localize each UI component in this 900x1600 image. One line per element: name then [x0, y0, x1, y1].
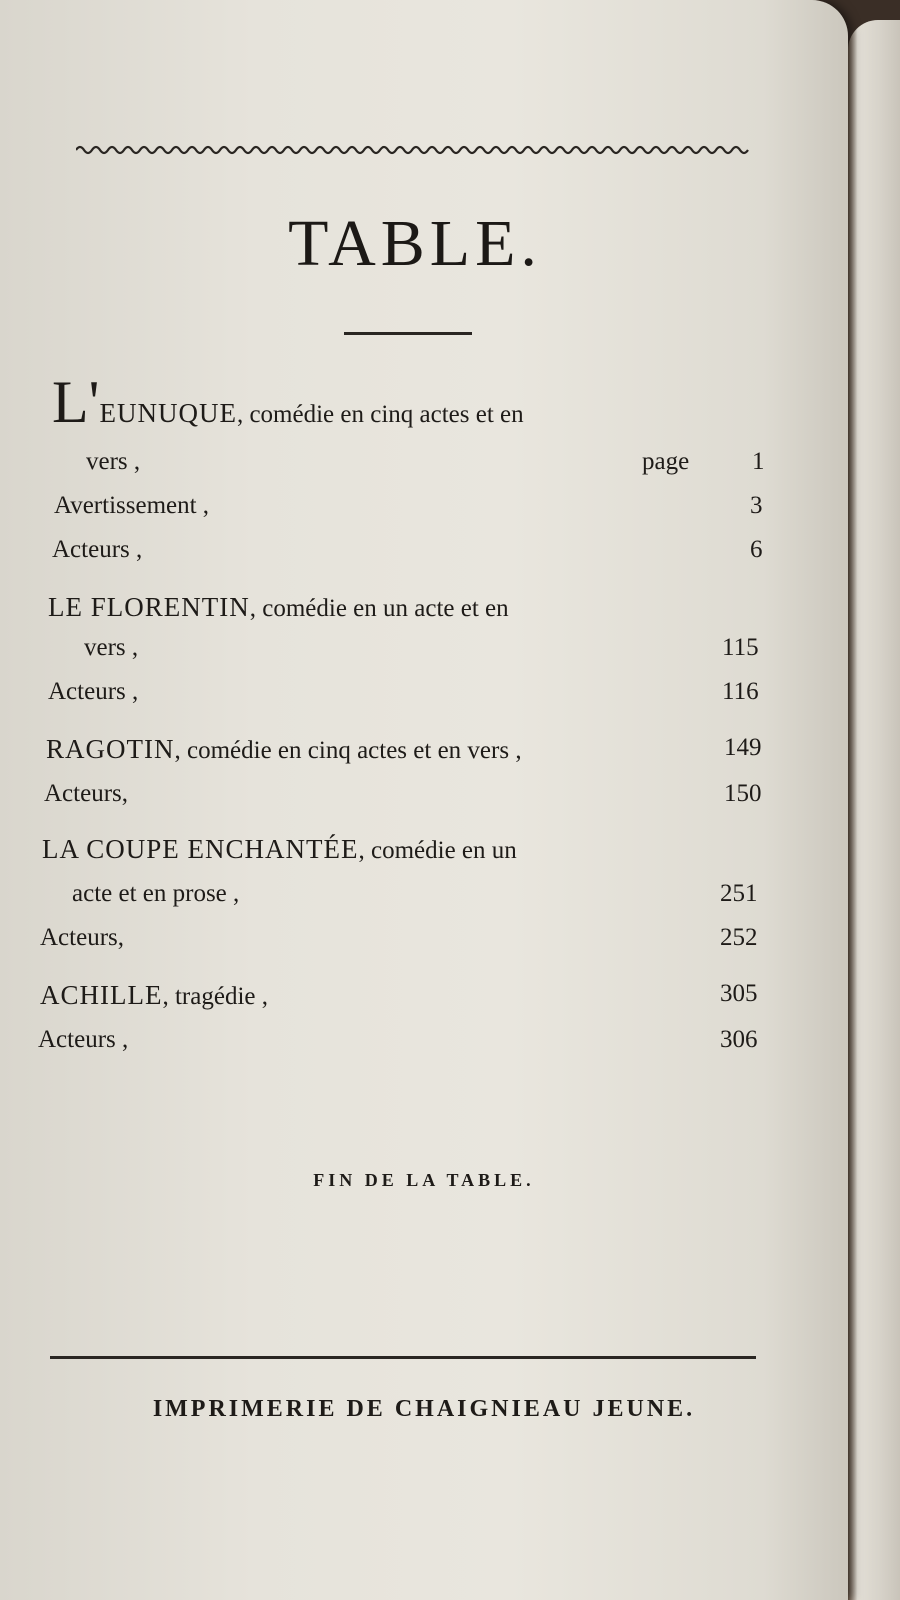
page-number: 6: [750, 536, 763, 563]
subentry-label: Acteurs ,: [52, 536, 143, 563]
toc-entry-ragotin: [0, 734, 848, 774]
page-number: 251: [720, 880, 758, 907]
toc-subentry: [0, 492, 848, 532]
page-number: 115: [722, 634, 759, 661]
toc-subentry: [0, 678, 848, 718]
page-word: page: [642, 448, 690, 475]
toc-entry-florentin-cont: [0, 634, 848, 674]
page-number: 3: [750, 492, 763, 519]
entry-title: LA COUPE ENCHANTÉE: [42, 834, 359, 864]
toc-entry-coupe: [0, 834, 848, 874]
toc-subentry: [0, 1026, 848, 1066]
entry-continuation: vers ,: [86, 448, 141, 475]
toc-entry-coupe-cont: [0, 880, 848, 920]
ornamental-wavy-rule: [76, 140, 756, 160]
page-number: 1: [752, 448, 765, 475]
page-number: 150: [724, 780, 762, 807]
page-number: 149: [724, 734, 762, 761]
entry-description: , comédie en un acte et en: [249, 595, 509, 622]
page-number: 252: [720, 924, 758, 951]
entry-continuation: vers ,: [84, 634, 139, 661]
entry-title: LE FLORENTIN: [48, 592, 250, 622]
drop-cap: L': [52, 369, 100, 435]
printer-imprint: IMPRIMERIE DE CHAIGNIEAU JEUNE.: [152, 1396, 696, 1422]
subentry-label: Acteurs,: [40, 924, 124, 951]
toc-subentry: [0, 536, 848, 576]
toc-entry-eunuque-cont: [0, 448, 848, 488]
toc-entry-achille: [0, 980, 848, 1020]
page-number: 306: [720, 1026, 758, 1053]
adjacent-page-edge: [848, 20, 900, 1600]
entry-description: , comédie en cinq actes et en: [236, 401, 524, 428]
entry-title: EUNUQUE: [99, 398, 237, 428]
end-of-table: FIN DE LA TABLE.: [313, 1170, 535, 1190]
subentry-label: Avertissement ,: [54, 492, 210, 519]
page-title: TABLE.: [288, 207, 542, 280]
subentry-label: Acteurs,: [44, 780, 128, 807]
toc-entry-florentin: [0, 592, 848, 632]
toc-entry-eunuque: [0, 369, 848, 442]
subentry-label: Acteurs ,: [48, 678, 139, 705]
page-number: 305: [720, 980, 758, 1007]
bottom-rule: [50, 1356, 756, 1359]
subentry-label: Acteurs ,: [38, 1026, 129, 1053]
entry-title: RAGOTIN: [46, 734, 175, 764]
entry-description: , comédie en un: [358, 837, 517, 864]
page-number: 116: [722, 678, 759, 705]
entry-title: ACHILLE: [40, 980, 163, 1010]
toc-subentry: [0, 780, 848, 820]
toc-subentry: [0, 924, 848, 964]
entry-continuation: acte et en prose ,: [72, 880, 240, 907]
title-underline: [344, 332, 472, 335]
entry-description: , tragédie ,: [162, 983, 268, 1010]
entry-description: , comédie en cinq actes et en vers ,: [174, 737, 522, 764]
